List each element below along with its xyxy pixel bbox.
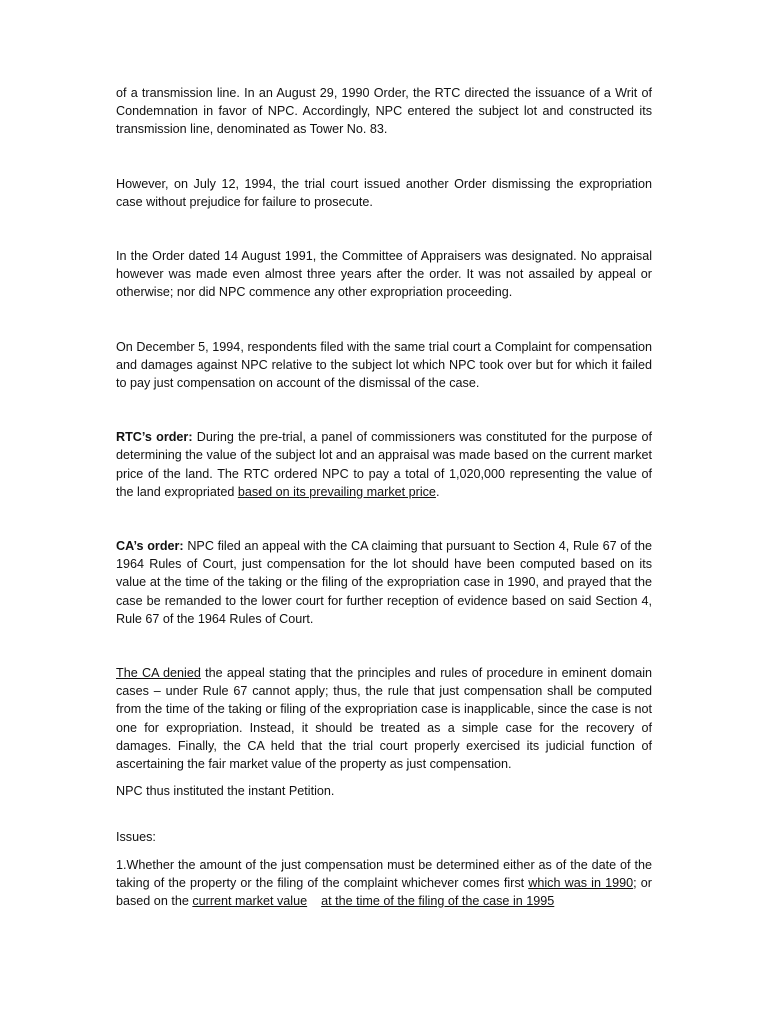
rtc-order-text: During the pre-trial, a panel of commissioners was constituted for the purpose of determining the value of the subject lot and an appraisal was made based on the current market price of the land. The RTC ordered NPC to pay a total of 1,020,000 representing the value of the land expropriated (116, 430, 652, 499)
issue-1 (116, 856, 652, 911)
issue-1-underlined-1: which was in 1990 (528, 875, 634, 890)
ca-denied-underlined: The CA denied (116, 666, 201, 681)
issues-heading: Issues: (116, 830, 156, 845)
issue-1-text-3 (307, 894, 321, 908)
rtc-order-label: RTC’s order: (116, 430, 193, 445)
issue-1-underlined-3: at the time of the filing of the case in 1995 (321, 894, 555, 909)
paragraph-ca-denied (116, 664, 652, 773)
rtc-order-end: . (435, 484, 440, 499)
ca-order-text: NPC filed an appeal with the CA claiming that pursuant to Section 4, Rule 67 of the 1964 Rules of Court, just compensation for the lot should have been computed based on its value at the time of the taking or the filing of the expropriation case in 1990, and prayed that the case be remanded to the lower court for further reception of evidence based on said Section 4, Rule 67 of the 1964 Rules of Court. (116, 539, 652, 626)
issue-1-underlined-2: current market value (192, 894, 308, 909)
ca-order-label: CA’s order: (116, 539, 184, 554)
rtc-order-underlined: based on its prevailing market price (237, 484, 436, 499)
document-body (116, 84, 652, 910)
paragraph-transmission-line: of a transmission line. In an August 29, 1990 Order, the RTC directed the issuance of a Writ of Condemnation in favor of NPC. Accordingly, NPC entered the subject lot and constructed its transmission line, denominated as Tower No. 83. (116, 86, 652, 137)
paragraph-dismissal-order: However, on July 12, 1994, the trial court issued another Order dismissing the expropriation case without prejudice for failure to prosecute. (116, 176, 652, 209)
paragraph-petition: NPC thus instituted the instant Petition. (116, 784, 335, 799)
issue-1-text-1: 1.Whether the amount of the just compensation must be determined either as of the date of the taking of the property or the filing of the complaint whichever comes first (116, 857, 652, 890)
paragraph-ca-order (116, 537, 652, 628)
paragraph-complaint-filed: On December 5, 1994, respondents filed with the same trial court a Complaint for compensation and damages against NPC relative to the subject lot which NPC took over but for which it failed to pay just compensation on account of the dismissal of the case. (116, 339, 652, 391)
ca-denied-text: the appeal stating that the principles and rules of procedure in eminent domain cases – under Rule 67 cannot apply; thus, the rule that just compensation shall be computed from the time of the taking or filing of the expropriation case is inapplicable, since the case is not one for expropriation. Instead, it should be treated as a simple case for the recovery of damages. Finally, the CA held that the trial court properly exercised its judicial function of ascertaining the fair market value of the property as just compensation. (116, 666, 652, 772)
paragraph-committee-appraisers: In the Order dated 14 August 1991, the Committee of Appraisers was designated. No appraisal however was made even almost three years after the order. It was not assailed by appeal or otherwise; nor did NPC commence any other expropriation proceeding. (116, 249, 652, 300)
paragraph-rtc-order (116, 428, 652, 501)
issue-1-text-2: ; or based on the (116, 875, 652, 909)
